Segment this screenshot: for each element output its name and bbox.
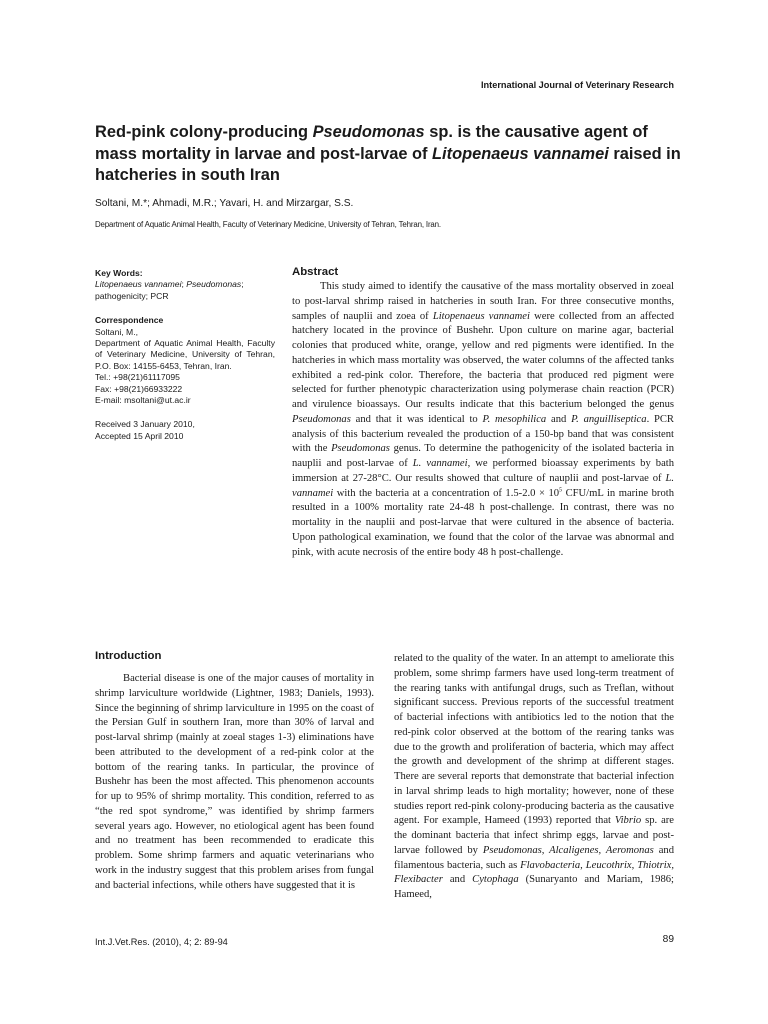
introduction-right-column <box>394 652 674 903</box>
abstract-seg: This study aimed to identify the causative of the mass mortality observed in zoeal to post-larval shrimp raised in hatcheries in south Iran. For three consecutive months, samples of nauplii and zoea of <box>292 281 674 322</box>
footer-citation: Int.J.Vet.Res. (2010), 4; 2: 89-94 <box>95 937 228 947</box>
abstract-italic: P. anguilliseptica <box>571 413 647 425</box>
title-text-3: raised in hatcheries in south Iran <box>95 144 681 184</box>
correspondence-heading: Correspondence <box>95 315 164 326</box>
keyword-separator: ; <box>181 279 187 290</box>
abstract-italic: Pseudomonas <box>331 443 390 455</box>
abstract-seg: and that it was identical to <box>350 413 483 425</box>
title-genus: Pseudomonas <box>312 123 425 141</box>
abstract-italic: L. vannamei <box>292 472 674 499</box>
introduction-heading: Introduction <box>95 650 162 662</box>
journal-name: International Journal of Veterinary Research <box>481 80 674 90</box>
keyword-species: Litopenaeus vannamei <box>95 279 182 290</box>
abstract-seg: CFU/mL in marine broth resulted in a 100% mortality rate 24-48 h post-challenge. In contrast, there was no mortality in the nauplii and post-larvae that were cultured in the absence of bacteria. Upon pathological examination, we found that the color of the larvae was abnormal and pink, with acute necrosis of the entire body 48 h post-challenge. <box>292 487 674 558</box>
abstract-italic: P. mesophilica <box>482 413 547 425</box>
abstract-seg: genus. To determine the pathogenicity of the isolated bacteria in nauplii and post-larvae of <box>292 443 675 469</box>
article-sidebar <box>95 268 275 455</box>
intro-seg: and filamentous bacteria, such as <box>394 844 674 871</box>
abstract-seg: with the bacteria at a concentration of 1.5-2.0 × 10 <box>333 487 560 499</box>
intro-seg: (Sunaryanto and Mariam, 1986; Hameed, <box>394 874 675 900</box>
intro-italic: Flavobacteria, Leucothrix, Thiotrix, Flexibacter <box>394 859 674 886</box>
correspondence-tel: Tel.: +98(21)61117095 <box>95 372 180 383</box>
introduction-left-column: Bacterial disease is one of the major causes of mortality in shrimp larviculture worldwide (Lightner, 1983; Daniels, 1993). Since the beginning of shrimp larviculture in 1995 on the coast of the Persian Gulf in southern Iran, more than 30% of larval and post-larval shrimp (mainly at zoeal stages 1-3) eliminations have been attributed to the development of a red-pink color at the bottom of the rearing tanks. In particular, the province of Bushehr has been the most affected. This phenomenon accounts for up to 95% of shrimp mortality. This condition, referred to as “the red spot syndrome,” was identified by shrimp farmers several years ago. However, no etiological agent has been found and no treatment has been recommended to eradicate this problem. Some shrimp farmers and aquatic veterinarians who work in the industry suggest that this problem arises from fungal and bacterial infections, while others have suggested that it is <box>95 673 374 891</box>
intro-italic: Cytophaga <box>472 874 519 886</box>
abstract-seg: were collected from an affected hatchery located in the province of Bushehr. Upon culture on marine agar, bacterial colonies that produced white, orange, yellow and red pigments were identified. In the hatcheries in which mass mortality was observed, the water columns of the affected tanks exhibited a red-pink color. Therefore, the bacteria that produced red pigment were selected for further phenotypic characterization using polymerase chain reaction (PCR) and virulence bioassays. Our results indicate that this bacterium belonged the genus <box>292 310 675 410</box>
keywords-heading: Key Words: <box>95 268 143 278</box>
title-species: Litopenaeus vannamei <box>432 144 609 163</box>
abstract-superscript: 5 <box>559 486 563 493</box>
correspondence-address: Department of Aquatic Animal Health, Faculty of Veterinary Medicine, University of Tehran, P.O. Box: 14155-6453, Tehran, Iran. <box>95 338 275 371</box>
paper-title <box>95 122 685 187</box>
intro-seg: and <box>442 874 473 886</box>
title-text-2: sp. is the causative agent of mass mortality in larvae and post-larvae of <box>95 123 648 163</box>
keyword-rest: ; pathogenicity; PCR <box>95 279 244 301</box>
dates-block <box>95 419 275 442</box>
keyword-genus: Pseudomonas <box>186 279 242 290</box>
abstract-text <box>292 280 674 560</box>
affiliation: Department of Aquatic Animal Health, Faculty of Veterinary Medicine, University of Tehran, Tehran, Iran. <box>95 220 441 229</box>
abstract-seg: , we performed bioassay experiments by bath immersion at 27-28°C. Our results showed that culture of nauplii and post-larvae of <box>292 458 675 484</box>
author-list: Soltani, M.*; Ahmadi, M.R.; Yavari, H. and Mirzargar, S.S. <box>95 198 354 209</box>
received-date: Received 3 January 2010, <box>95 419 195 430</box>
accepted-date: Accepted 15 April 2010 <box>95 430 184 441</box>
abstract-seg: . PCR analysis of this bacterium revealed the production of a 150-bp band that was consistent with the <box>292 413 675 455</box>
page-number: 89 <box>662 934 674 945</box>
keywords-block <box>95 268 275 302</box>
correspondence-name: Soltani, M., <box>95 326 138 337</box>
keywords-list <box>95 279 275 302</box>
abstract-italic: Litopenaeus vannamei <box>432 310 530 322</box>
title-text-1: Red-pink colony-producing <box>95 123 313 141</box>
correspondence-fax: Fax: +98(21)66933222 <box>95 383 183 394</box>
abstract-heading: Abstract <box>292 266 339 278</box>
abstract-italic: Pseudomonas <box>292 413 351 425</box>
intro-seg: sp. are the dominant bacteria that infect shrimp eggs, larvae and post-larvae followed by <box>394 815 675 856</box>
intro-italic: Vibrio <box>614 815 642 827</box>
abstract-italic: L. vannamei <box>412 458 468 469</box>
intro-seg: related to the quality of the water. In an attempt to ameliorate this problem, some shrimp farmers have used long-term treatment of the rearing tanks with antifungal drugs, such as Treflan, without significant success. Previous reports of the successful treatment of bacterial infections with antibiotics led to the notion that the red-pink color observed at the bottom of the rearing tanks was due to the growth and proliferation of bacteria, which may affect the growth and development of the shrimp at different stages. There are several reports that demonstrate that bacterial infection in larval shrimp leads to high mortality; however, none of these studies report red-pink colony-producing bacteria as the causative agent. For example, Hameed (1993) reported that <box>394 653 674 827</box>
correspondence-email[interactable]: E-mail: msoltani@ut.ac.ir <box>95 395 191 406</box>
intro-italic: Pseudomonas, Alcaligenes, Aeromonas <box>482 844 654 856</box>
abstract-seg: and <box>546 413 572 425</box>
correspondence-block <box>95 315 275 406</box>
